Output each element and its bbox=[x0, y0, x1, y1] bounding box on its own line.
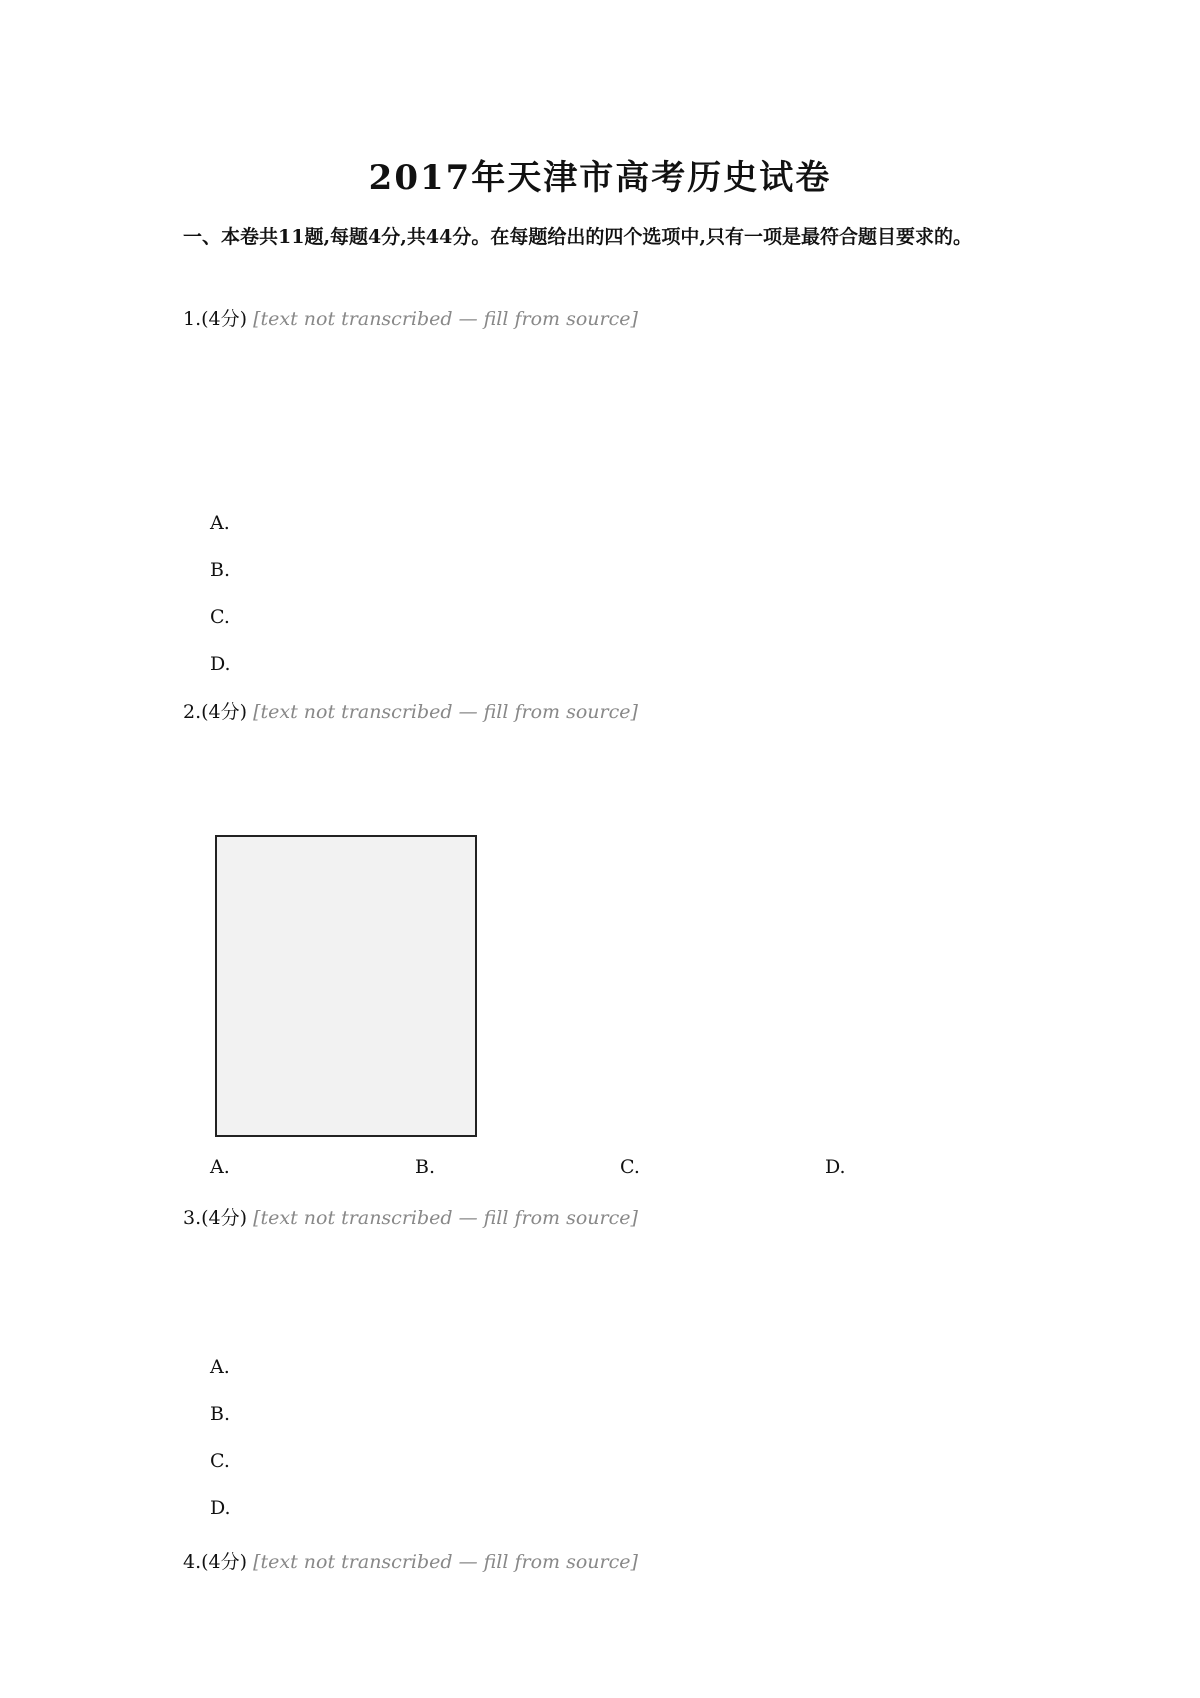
option-letter: C. bbox=[210, 1450, 230, 1472]
option-letter: B. bbox=[210, 1403, 231, 1425]
question-1 bbox=[183, 297, 1033, 342]
option-d bbox=[210, 653, 231, 675]
question-text: [text not transcribed — fill from source] bbox=[253, 1207, 638, 1229]
question-number: 2. bbox=[183, 701, 202, 723]
option-a: A. bbox=[210, 1156, 230, 1178]
option-c: C. bbox=[620, 1156, 640, 1178]
option-c bbox=[210, 1450, 230, 1472]
question-map-figure bbox=[215, 835, 477, 1137]
page-title: 2017年天津市高考历史试卷 bbox=[368, 158, 832, 198]
option-d: D. bbox=[825, 1156, 846, 1178]
question-4 bbox=[183, 1540, 1033, 1585]
option-letter: D. bbox=[210, 1497, 231, 1519]
option-b bbox=[210, 1403, 230, 1425]
question-score: (4分) bbox=[201, 1551, 248, 1573]
question-2-options bbox=[210, 1156, 1030, 1178]
option-a bbox=[210, 512, 230, 534]
question-text: [text not transcribed — fill from source] bbox=[253, 701, 638, 723]
question-score: (4分) bbox=[201, 1207, 248, 1229]
option-d bbox=[210, 1497, 231, 1519]
question-text: [text not transcribed — fill from source] bbox=[253, 308, 638, 330]
option-b: B. bbox=[415, 1156, 436, 1178]
question-3 bbox=[183, 1196, 1033, 1241]
question-number: 4. bbox=[183, 1551, 202, 1573]
question-text: [text not transcribed — fill from source] bbox=[253, 1551, 638, 1573]
option-letter: D. bbox=[210, 653, 231, 675]
option-letter: A. bbox=[210, 1356, 230, 1378]
option-letter: C. bbox=[210, 606, 230, 628]
question-score: (4分) bbox=[201, 308, 248, 330]
option-a bbox=[210, 1356, 230, 1378]
option-letter: B. bbox=[210, 559, 231, 581]
question-score: (4分) bbox=[201, 701, 248, 723]
section-heading: 一、本卷共11题,每题4分,共44分。在每题给出的四个选项中,只有一项是最符合题目要求的。 bbox=[183, 226, 972, 248]
question-number: 3. bbox=[183, 1207, 202, 1229]
option-b bbox=[210, 559, 230, 581]
question-2 bbox=[183, 690, 1033, 735]
option-c bbox=[210, 606, 230, 628]
option-letter: A. bbox=[210, 512, 230, 534]
question-number: 1. bbox=[183, 308, 202, 330]
